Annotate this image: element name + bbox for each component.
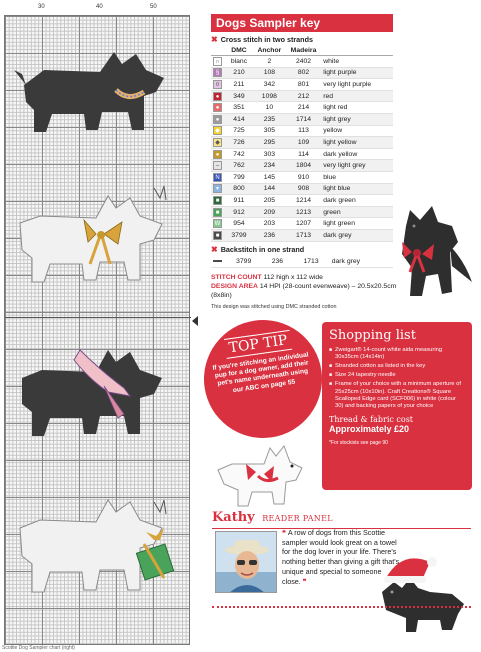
design-area-value: 14 HPI (28-count evenweave) – 20.5x20.5cm (8x8in) bbox=[211, 282, 397, 299]
madeira-cell: 212 bbox=[286, 90, 321, 102]
madeira-cell: 114 bbox=[286, 148, 321, 160]
colour-name-cell: dark green bbox=[321, 195, 393, 207]
list-item: ■ Zweigart® 14-count white aida measuring 30x35cm (14x14in) bbox=[329, 347, 465, 362]
open-quote-icon: ❝ bbox=[282, 528, 288, 537]
colour-name-cell: light green bbox=[321, 218, 393, 230]
colour-name-cell: very light purple bbox=[321, 79, 393, 91]
colour-name-cell: very light grey bbox=[321, 160, 393, 172]
backstitch-line-icon bbox=[213, 260, 222, 262]
table-row bbox=[211, 113, 393, 125]
anchor-cell: 203 bbox=[253, 218, 286, 230]
madeira-cell: 1214 bbox=[286, 195, 321, 207]
colour-name-cell: light yellow bbox=[321, 137, 393, 149]
symbol-header bbox=[211, 46, 225, 56]
thread-symbol-icon: ¤ bbox=[213, 80, 222, 89]
madeira-cell: 802 bbox=[286, 67, 321, 79]
scottie-red-bow-illustration bbox=[392, 196, 476, 306]
table-header-row bbox=[211, 46, 393, 56]
anchor-cell: 145 bbox=[253, 171, 286, 183]
thread-symbol-icon: – bbox=[213, 161, 222, 170]
cross-icon: ✖ bbox=[211, 35, 218, 44]
colour-name-header bbox=[321, 46, 393, 56]
colour-name-cell: light purple bbox=[321, 67, 393, 79]
madeira-cell: 2402 bbox=[286, 56, 321, 68]
scottie-black-collar bbox=[4, 30, 190, 150]
thread-symbol-icon: ▾ bbox=[213, 184, 222, 193]
stockists-note: *For stockists see page 90 bbox=[329, 439, 388, 446]
thread-symbol-icon: ● bbox=[213, 103, 222, 112]
cross-stitch-chart bbox=[0, 0, 200, 652]
dmc-cell: blanc bbox=[225, 56, 253, 68]
backstitch-heading bbox=[211, 245, 397, 254]
anchor-cell: 305 bbox=[253, 125, 286, 137]
table-row bbox=[211, 56, 393, 68]
design-area-label: DESIGN AREA bbox=[211, 282, 258, 290]
key-table-body bbox=[211, 56, 393, 242]
anchor-cell: 205 bbox=[253, 195, 286, 207]
anchor-cell: 236 bbox=[262, 256, 292, 268]
dmc-cell: 726 bbox=[225, 137, 253, 149]
stitch-info bbox=[211, 273, 397, 301]
colour-name-cell: blue bbox=[321, 171, 393, 183]
scottie-white-illustration bbox=[212, 430, 308, 510]
dmc-cell: 349 bbox=[225, 90, 253, 102]
cross-stitch-heading bbox=[211, 35, 397, 44]
table-row bbox=[211, 229, 393, 241]
list-item: ■ Stranded cotton as listed in the key bbox=[329, 363, 465, 370]
colour-name-cell: dark grey bbox=[321, 229, 393, 241]
table-row bbox=[211, 90, 393, 102]
dmc-cell: 725 bbox=[225, 125, 253, 137]
scottie-white-present bbox=[4, 480, 190, 630]
thread-symbol-icon: ∩ bbox=[213, 57, 222, 66]
dmc-header: DMC bbox=[225, 46, 253, 56]
dmc-cell: 414 bbox=[225, 113, 253, 125]
thread-key-table bbox=[211, 46, 393, 242]
table-row bbox=[211, 171, 393, 183]
thread-symbol-icon: ■ bbox=[213, 196, 222, 205]
scottie-black-scarf bbox=[4, 330, 190, 450]
reader-panel-divider bbox=[212, 606, 471, 608]
madeira-cell: 910 bbox=[286, 171, 321, 183]
madeira-cell: 1207 bbox=[286, 218, 321, 230]
stitch-count-label: STITCH COUNT bbox=[211, 273, 262, 281]
anchor-cell: 235 bbox=[253, 113, 286, 125]
shopping-list-panel bbox=[322, 322, 472, 490]
thread-symbol-icon: ● bbox=[213, 150, 222, 159]
colour-name-cell: white bbox=[321, 56, 393, 68]
table-row bbox=[211, 148, 393, 160]
thread-symbol-icon: ■ bbox=[213, 208, 222, 217]
anchor-cell: 234 bbox=[253, 160, 286, 172]
madeira-cell: 1713 bbox=[286, 229, 321, 241]
anchor-cell: 144 bbox=[253, 183, 286, 195]
thread-symbol-icon: ● bbox=[213, 92, 222, 101]
stitch-count-value: 112 high x 112 wide bbox=[263, 273, 323, 281]
colour-name-cell: dark grey bbox=[330, 256, 393, 268]
close-quote-icon: ❞ bbox=[300, 576, 307, 586]
colour-name-cell: green bbox=[321, 206, 393, 218]
anchor-cell: 10 bbox=[253, 102, 286, 114]
thread-symbol-icon: ◆ bbox=[213, 138, 222, 147]
chart-caption: Scottie Dog Sampler chart (right) bbox=[2, 645, 75, 651]
column-number: 30 bbox=[38, 4, 45, 10]
madeira-cell: 1804 bbox=[286, 160, 321, 172]
madeira-cell: 1714 bbox=[286, 113, 321, 125]
cost-label: Thread & fabric cost bbox=[329, 414, 414, 424]
reader-panel-header bbox=[212, 508, 471, 529]
column-number: 40 bbox=[96, 4, 103, 10]
stitch-note: This design was stitched using DMC stranded cotton bbox=[211, 304, 337, 311]
madeira-cell: 801 bbox=[286, 79, 321, 91]
table-row bbox=[211, 79, 393, 91]
tip-body: If you're stitching an individual pup for a dog owner, add their pet's name underneath using our ABC on page 55 bbox=[212, 351, 309, 394]
tip-title: TOP TIP bbox=[224, 330, 293, 359]
thread-symbol-icon: ■ bbox=[213, 231, 222, 240]
backstitch-label: Backstitch in one strand bbox=[220, 244, 305, 254]
anchor-cell: 342 bbox=[253, 79, 286, 91]
madeira-cell: 214 bbox=[286, 102, 321, 114]
madeira-cell: 109 bbox=[286, 137, 321, 149]
table-row bbox=[211, 160, 393, 172]
dmc-cell: 211 bbox=[225, 79, 253, 91]
madeira-header: Madeira bbox=[286, 46, 321, 56]
madeira-cell: 1213 bbox=[286, 206, 321, 218]
table-row bbox=[211, 67, 393, 79]
anchor-cell: 2 bbox=[253, 56, 286, 68]
center-line bbox=[5, 317, 191, 318]
thread-symbol-icon: N bbox=[213, 173, 222, 182]
shopping-items bbox=[329, 347, 465, 411]
list-item: ■ Frame of your choice with a minimum aperture of 25x25cm (10x10in). Craft Creations® Square Scalloped Edge card (SCF006) in white (colour 30) and backing papers of your choice bbox=[329, 381, 465, 411]
reader-photo-icon bbox=[216, 532, 277, 593]
dmc-cell: 762 bbox=[225, 160, 253, 172]
anchor-cell: 108 bbox=[253, 67, 286, 79]
scottie-white-bow bbox=[4, 178, 190, 298]
dmc-cell: 351 bbox=[225, 102, 253, 114]
center-arrow-icon bbox=[192, 316, 198, 326]
shopping-title: Shopping list bbox=[329, 328, 416, 343]
thread-symbol-icon: W bbox=[214, 221, 221, 228]
colour-name-cell: dark yellow bbox=[321, 148, 393, 160]
table-row bbox=[211, 256, 393, 268]
colour-name-cell: light grey bbox=[321, 113, 393, 125]
quote-text: A row of dogs from this Scottie sampler would look great on a towel for the dog lover in your life. There's nothing better than giving a gift that's unique and special to someone close. bbox=[282, 528, 400, 586]
dmc-cell: 3799 bbox=[225, 229, 253, 241]
madeira-cell: 908 bbox=[286, 183, 321, 195]
table-row bbox=[211, 102, 393, 114]
avatar bbox=[215, 531, 277, 593]
thread-symbol-icon: § bbox=[213, 68, 222, 77]
colour-name-cell: light blue bbox=[321, 183, 393, 195]
anchor-cell: 1098 bbox=[253, 90, 286, 102]
table-row bbox=[211, 183, 393, 195]
colour-name-cell: red bbox=[321, 90, 393, 102]
colour-name-cell: light red bbox=[321, 102, 393, 114]
top-tip-badge bbox=[196, 312, 329, 445]
thread-symbol-icon: ● bbox=[213, 115, 222, 124]
sampler-key bbox=[211, 14, 397, 310]
dmc-cell: 954 bbox=[225, 218, 253, 230]
cross-stitch-label: Cross stitch in two strands bbox=[220, 35, 313, 44]
dmc-cell: 799 bbox=[225, 171, 253, 183]
scottie-santa-hat-illustration bbox=[372, 548, 472, 634]
dmc-cell: 911 bbox=[225, 195, 253, 207]
anchor-cell: 209 bbox=[253, 206, 286, 218]
dmc-cell: 742 bbox=[225, 148, 253, 160]
dmc-cell: 912 bbox=[225, 206, 253, 218]
table-row bbox=[211, 206, 393, 218]
reader-panel-label: READER PANEL bbox=[262, 514, 333, 523]
table-row bbox=[211, 218, 393, 230]
column-number: 50 bbox=[150, 4, 157, 10]
dmc-cell: 800 bbox=[225, 183, 253, 195]
dmc-cell: 210 bbox=[225, 67, 253, 79]
table-row bbox=[211, 195, 393, 207]
anchor-header: Anchor bbox=[253, 46, 286, 56]
key-title: Dogs Sampler key bbox=[211, 14, 393, 32]
madeira-cell: 113 bbox=[286, 125, 321, 137]
anchor-cell: 295 bbox=[253, 137, 286, 149]
colour-name-cell: yellow bbox=[321, 125, 393, 137]
dmc-cell: 3799 bbox=[225, 256, 262, 268]
list-item: ■ Size 24 tapestry needle bbox=[329, 372, 465, 379]
thread-symbol-icon: ◆ bbox=[213, 126, 222, 135]
table-row bbox=[211, 137, 393, 149]
cross-icon: ✖ bbox=[211, 244, 218, 254]
reader-name: Kathy bbox=[212, 510, 255, 525]
backstitch-table bbox=[211, 256, 393, 268]
madeira-cell: 1713 bbox=[292, 256, 329, 268]
anchor-cell: 303 bbox=[253, 148, 286, 160]
table-row bbox=[211, 125, 393, 137]
anchor-cell: 236 bbox=[253, 229, 286, 241]
cost-value: Approximately £20 bbox=[329, 423, 410, 434]
